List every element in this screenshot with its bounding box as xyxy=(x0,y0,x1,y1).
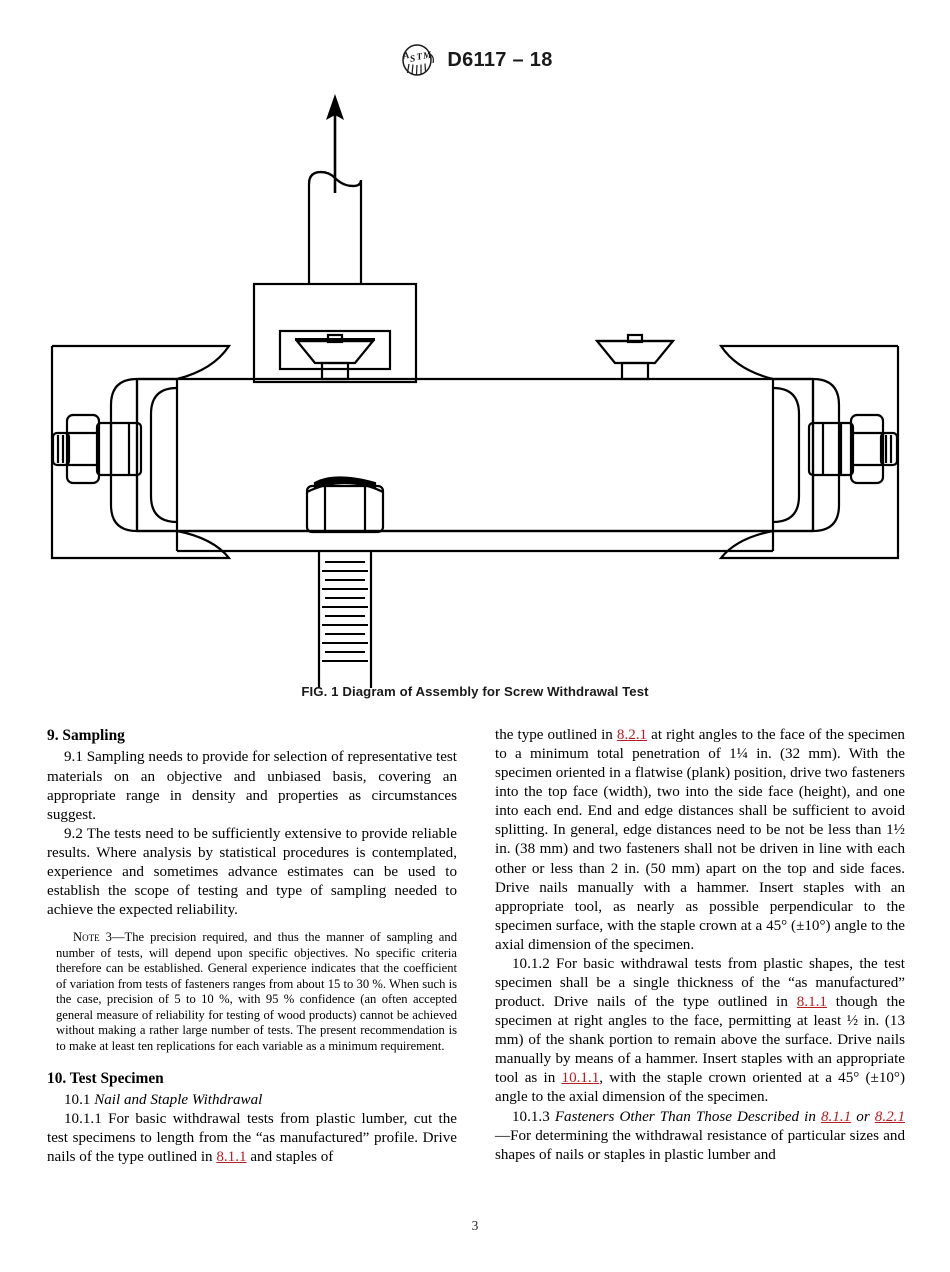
right-column xyxy=(495,726,905,1216)
xref-8-2-1-italic[interactable]: 8.2.1 xyxy=(874,1108,905,1125)
xref-8-2-1[interactable]: 8.2.1 xyxy=(616,727,648,743)
screw-head-center xyxy=(295,335,375,379)
astm-logo-icon xyxy=(397,44,437,76)
standard-designation: D6117 – 18 xyxy=(447,48,553,71)
paragraph-10-1-1-text-b: and staples of xyxy=(246,1149,334,1166)
svg-text:A: A xyxy=(402,51,411,62)
clamp-plate-right xyxy=(773,379,839,531)
lower-hex-nut xyxy=(307,478,383,533)
paragraph-10-1-3-title: Fasteners Other Than Those Described in xyxy=(554,1108,821,1125)
body-columns xyxy=(47,726,905,1216)
left-clamp-bolt xyxy=(53,415,141,483)
left-column xyxy=(47,726,457,1216)
paragraph-9-1: 9.1 Sampling needs to provide for selection of representative test materials on an objective and unbiased basis, covering an appropriate range in density and properties as circumstances suggest. xyxy=(47,749,457,823)
paragraph-10-1-1-text-a: 10.1.1 For basic withdrawal tests from plastic lumber, cut the test specimens to length from the “as manufactured” profile. Drive nails of the type outlined in xyxy=(47,1111,457,1166)
xref-8-1-1-italic[interactable]: 8.1.1 xyxy=(821,1108,852,1125)
paragraph-10-1-2-text-c: , with the staple crown oriented at a 45° (±10°) angle to the axial dimension of the specimen. xyxy=(495,1070,905,1106)
xref-8-1-1[interactable]: 8.1.1 xyxy=(216,1149,247,1166)
paragraph-10-1-title: Nail and Staple Withdrawal xyxy=(94,1092,263,1109)
figure-1-diagram xyxy=(0,88,950,688)
paragraph-10-1-3 xyxy=(495,1108,905,1165)
paragraph-continued xyxy=(495,726,905,955)
note-3 xyxy=(47,930,457,1054)
paragraph-10-1-3-or: or xyxy=(851,1108,875,1125)
figure-caption: FIG. 1 Diagram of Assembly for Screw Withdrawal Test xyxy=(301,684,649,699)
plastic-lumber-specimen xyxy=(137,379,813,531)
paragraph-10-1 xyxy=(47,1091,457,1110)
clamp-plate-left xyxy=(111,379,177,531)
note-3-label: Note 3 xyxy=(73,930,112,945)
page-number: 3 xyxy=(471,1218,479,1233)
right-clamp-bolt xyxy=(809,415,897,483)
xref-10-1-1[interactable]: 10.1.1 xyxy=(561,1070,600,1087)
note-3-text: —The precision required, and thus the manner of sampling and number of tests, will depend upon specific objectives. No specific criteria therefore can be established. General experience indicates that the coefficient of variation from tests of fasteners ranges from about 15 to 30 %. When such is the case, precision of 5 to 10 %, with 95 % confidence (an often accepted general measure of reliability for testing of wood products) cannot be achieved without making a rather large number of tests. The present recommendation is to make at least ten replications for each variable as a minimum requirement. xyxy=(56,930,457,1054)
heading-9-sampling: 9. Sampling xyxy=(47,727,125,744)
heading-10-test-specimen: 10. Test Specimen xyxy=(47,1069,164,1087)
paragraph-continued-text-b: at right angles to the face of the specimen to a minimum total penetration of 1¼ in. (32 mm). With the specimen oriented in a flatwise (plank) position, drive two fasteners into the top face (width), two into the side face (height), and one into each end. End and edge distances shall be sufficient to avoid splitting. In general, edge distances need to be not be less than 1½ in. (38 mm) and two fasteners shall not be driven in line with each other or less than 2 in. (50 mm) apart on the top and side faces. Drive nails manually with a hammer. Insert staples with an appropriate tool, as nearly as possible perpendicular to the specimen surface, with the staple crown at a 45° (±10°) angle to the axial dimension of the specimen. xyxy=(495,727,905,953)
paragraph-10-1-3-text-b: —For determining the withdrawal resistance of particular sizes and shapes of nails or staples in plastic lumber and xyxy=(495,1127,905,1163)
paragraph-10-1-2-text-a: 10.1.2 For basic withdrawal tests from plastic shapes, the test specimen shall be a single thickness of the “as manufactured” product. Drive nails of the type outlined in xyxy=(495,955,905,1011)
paragraph-10-1-3-number: 10.1.3 xyxy=(512,1108,555,1125)
threaded-shank xyxy=(319,551,371,688)
paragraph-9-2: 9.2 The tests need to be sufficiently extensive to provide reliable results. Where analysis by statistical procedures is contemplated, experience and sometimes advance estimates can be used to establish the scope of testing and type of sampling needed to achieve the expected reliability. xyxy=(47,825,457,919)
paragraph-10-1-number: 10.1 xyxy=(64,1092,95,1109)
paragraph-continued-text-a: the type outlined in xyxy=(495,727,617,743)
paragraph-10-1-1 xyxy=(47,1110,457,1167)
paragraph-10-1-2 xyxy=(495,955,905,1108)
screw-head-right xyxy=(597,335,673,379)
svg-text:S: S xyxy=(409,54,417,65)
lower-support-plate xyxy=(177,531,773,551)
paragraph-10-1-2-text-b: though the specimen at right angles to the face, permitting at least ½ in. (13 mm) of the shank portion to remain above the surface. Drive nails manually by means of a hammer. Insert staples with an appropriate tool as in xyxy=(495,994,905,1087)
svg-text:T: T xyxy=(416,52,424,63)
page-header xyxy=(0,44,950,76)
svg-text:M: M xyxy=(422,50,433,62)
screw-withdrawal-assembly-drawing xyxy=(25,88,925,688)
upper-grip-block xyxy=(254,284,416,382)
xref-8-1-1-right[interactable]: 8.1.1 xyxy=(796,994,827,1011)
